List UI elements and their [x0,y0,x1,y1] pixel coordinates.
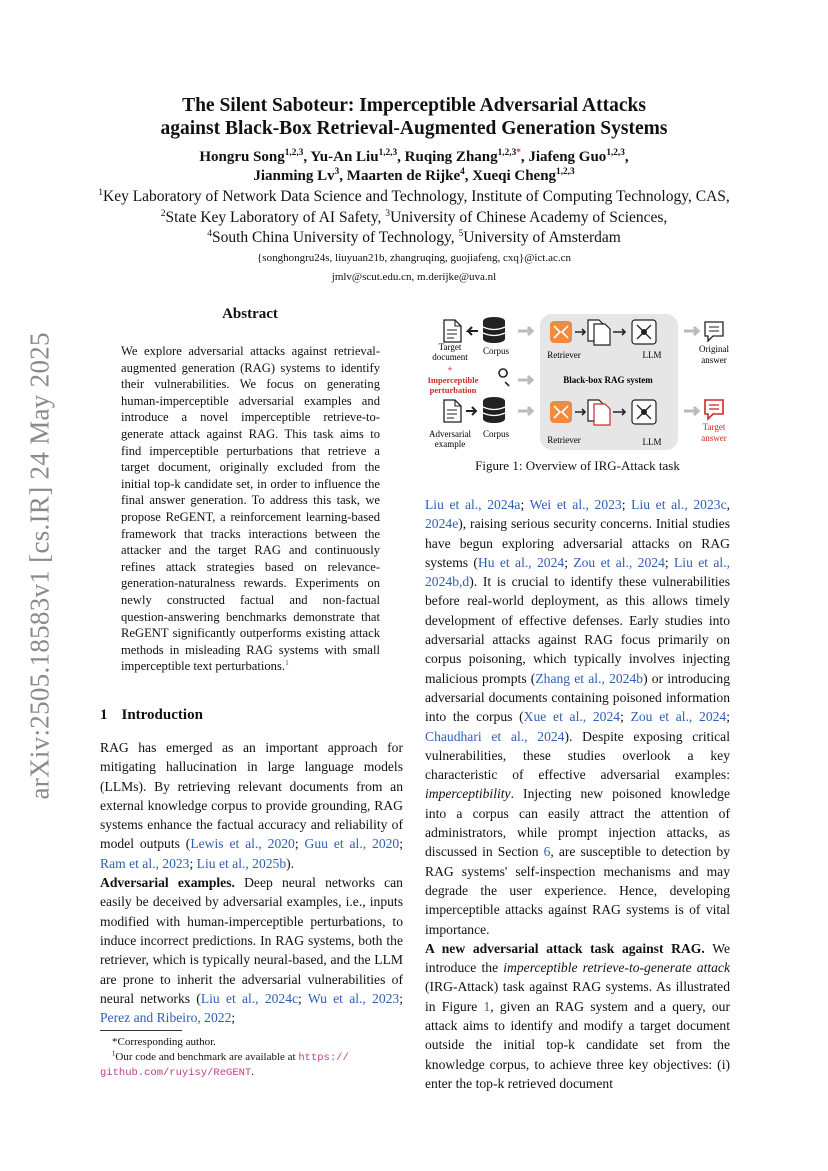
figure-ref-link[interactable]: 1 [483,998,491,1014]
footnote-code: $^1$Our code and benchmark are available at https:// [112,1049,349,1064]
author-emails [60,249,768,287]
arrow-right-icon [684,407,698,415]
email-line-2: jmlv@scut.edu.cn, m.derijke@uva.nl [331,271,497,283]
affiliation-line-2: $^2$State Key Laboratory of AI Safety, $^3$University of Chinese Academy of Sciences, [160,207,668,226]
original-answer-icon [705,322,723,341]
affiliation-line-3: $^4$South China University of Technology, $^5$University of Amsterdam [207,227,621,246]
label-plus: + [447,364,453,374]
footnotes: *Corresponding author. $^1$Our code and benchmark are available at https:// github.com/ruyisy/ReGENT. [100,1035,405,1081]
affiliations [40,187,788,249]
label-adversarial-example: example [434,439,466,449]
intro-paragraph-2: Adversarial examples. Deep neural networks can easily be deceived by adversarial examples, i.e., inputs modified with human-imperceptible perturbations, to induce incorrect predictions. In RAG systems, both the retriever, which is typically neural-based, and the LLM are prone to inherit the adversarial vulnerabilities of neural networks (Liu et al., 2024c; Wu et al., 2023; Perez and Ribeiro, 2022; [100,875,404,1026]
figure-1 [420,308,738,460]
intro-paragraph-3: A new adversarial attack task against RAG. We introduce the imperceptible retrieve-to-generate attack (IRG-Attack) task against RAG systems. As illustrated in Figure 1, given an RAG system and a query, our attack aims to identify and modify a target document outside the initial top-k candidate set from the knowledge corpus, to achieve three key objectives: (i) enter the top-k retrieved document [425,940,730,1091]
arrow-right-icon [466,407,476,415]
label-target-answer: Target [702,422,726,432]
search-icon [499,369,509,386]
arrow-right-icon [518,407,532,415]
citation-link[interactable]: Guu et al., 2020 [304,836,400,852]
label-corpus: Corpus [482,346,510,356]
citation-link[interactable]: Liu et al., 2024b,d [425,554,730,590]
corresponding-star: * [516,148,521,158]
citation-link[interactable]: Wu et al., 2023 [307,990,400,1006]
label-perturbation: perturbation [429,385,477,395]
label-target-document: document [432,352,468,362]
label-original-answer: Original [699,344,729,354]
citation-link[interactable]: Chaudhari et al., 2024 [425,728,565,744]
author: Hongru Song$^{1,2,3}$, [199,148,311,165]
footnote-mark[interactable]: 1 [285,658,289,668]
author: Jianming Lv$^3$, [253,167,347,184]
title-line-1: The Silent Saboteur: Imperceptible Adversarial Attacks [182,95,646,116]
label-retriever: Retriever [547,435,581,445]
abstract-heading: Abstract [222,306,278,322]
abstract-text: We explore adversarial attacks against retrieval-augmented generation (RAG) systems to identify their vulnerabilities. We focus on generating human-imperceptible adversarial examples and introduce a novel imperceptible retrieve-to-generate attack against RAG. This task aims to find imperceptible perturbations that retrieve a target document, originally excluded from the initial top-k candidate set, in order to influence the final answer generation. To address this task, we propose ReGENT, a reinforcement learning-based framework that tracks interactions between the attacker and the target RAG and continuously refines attack strategies based on relevance-generation-naturalness rewards. Experiments on newly constructed factual and non-factual question-answering benchmarks demonstrate that ReGENT significantly outperforms existing attack methods in misleading RAG systems with small imperceptible text perturbations. [121,344,380,674]
author: Xueqi Cheng$^{1,2,3}$ [472,167,575,184]
arrow-right-icon [518,376,532,384]
citation-link[interactable]: Perez and Ribeiro, 2022 [100,1010,232,1026]
code-url-link[interactable]: https:// [298,1051,349,1064]
label-llm: LLM [642,350,662,360]
paragraph-lead: A new adversarial attack task against RAG. [425,940,705,956]
section-number: 1 [100,707,108,723]
label-target-document: Target [438,342,462,352]
author-line-1 [60,148,768,167]
arrow-left-icon [468,327,478,335]
paper-title [100,94,728,140]
target-document-icon [444,320,461,342]
figure-caption [425,458,730,474]
label-llm: LLM [642,437,662,447]
label-target-answer: answer [701,433,727,443]
caption-label: Figure 1: [475,458,523,473]
author: Jiafeng Guo$^{1,2,3}$, [528,148,629,165]
author-line-2 [60,167,768,186]
citation-link[interactable]: Liu et al., 2025b [196,855,287,871]
author: Maarten de Rijke$^4$, [346,167,473,184]
citation-link[interactable]: Zou et al., 2024 [630,709,727,725]
right-column [425,495,730,1093]
intro-paragraph-1: RAG has emerged as an important approach for mitigating hallucination in large language models (LLMs). By retrieving relevant documents from an external knowledge corpus to provide grounding, RAG systems enhance the factual accuracy and reliability of model outputs (Lewis et al., 2020; Guu et al., 2020; Ram et al., 2023; Liu et al., 2025b). [100,740,403,871]
section-title: Introduction [121,707,203,723]
arxiv-stamp: arXiv:2505.18583v1 [cs.IR] 24 May 2025 [24,332,55,800]
affiliation-line-1: $^1$Key Laboratory of Network Data Science and Technology, Institute of Computing Technology, CAS, [98,186,730,205]
citation-link[interactable]: Liu et al., 2024c [200,990,299,1006]
label-adversarial-example: Adversarial [429,429,471,439]
irg-attack-diagram [420,308,738,460]
section-ref-link[interactable]: 6 [543,844,551,860]
llm-icon [632,320,656,344]
retriever-icon [550,321,572,343]
left-column [100,738,403,1027]
citation-link[interactable]: 2024e [425,516,459,532]
author: Ruqing Zhang$^{1,2,3*}$, [404,148,529,165]
citation-link[interactable]: Xue et al., 2024 [523,709,621,725]
author-list [60,148,768,186]
label-retriever: Retriever [547,350,581,360]
citation-link[interactable]: Wei et al., 2023 [529,497,622,512]
author: Yu-An Liu$^{1,2,3}$, [310,148,405,165]
adversarial-example-icon [444,400,461,422]
footnote-corresponding: *Corresponding author. [112,1036,216,1048]
corpus-database-icon [483,317,505,343]
citation-link[interactable]: Hu et al., 2024 [477,554,565,570]
retriever-icon [550,401,572,423]
section-heading [100,707,203,724]
corpus-database-icon [483,397,505,423]
caption-text: Overview of IRG-Attack task [522,458,680,473]
footnote-rule [100,1030,182,1031]
citation-link[interactable]: Zhang et al., 2024b [535,670,644,686]
title-line-2: against Black-Box Retrieval-Augmented Generation Systems [160,118,668,139]
citation-link[interactable]: Liu et al., 2024a [425,497,521,512]
target-answer-icon [705,400,723,419]
abstract-body [121,343,380,675]
intro-paragraph-2-cont: Liu et al., 2024a; Wei et al., 2023; Liu et al., 2023c, 2024e), raising serious security concerns. Initial studies have begun exploring adversarial attacks on RAG systems (Hu et al., 2024; Zou et al., 2024; Liu et al., 2024b,d). It is crucial to identify these vulnerabilities before real-world deployment, as this allows timely development of effective defenses. Early studies into adversarial attacks against RAG focus primarily on corpus poisoning, which typically involves injecting malicious prompts (Zhang et al., 2024b) or introducing adversarial documents containing poisoned information into the corpus (Xue et al., 2024; Zou et al., 2024; Chaudhari et al., 2024). Despite exposing critical vulnerabilities, these studies overlook a key characteristic of effective adversarial examples: imperceptibility. Injecting new poisoned knowledge into a corpus can easily attract the attention of administrators, while prompt injection attacks, as discussed in Section 6, are susceptible to detection by RAG systems' self-inspection mechanisms and may degrade the user experience. Hence, developing imperceptible attacks against RAG systems is of vital importance. [425,497,731,937]
label-black-box-rag: Black-box RAG system [563,375,653,385]
arrow-right-icon [518,327,532,335]
email-line-1: {songhongru24s, liuyuan21b, zhangruqing, guojiafeng, cxq}@ict.ac.cn [257,252,571,264]
label-imperceptible: Imperceptible [427,375,479,385]
citation-link[interactable]: Ram et al., 2023 [100,855,190,871]
citation-link[interactable]: Liu et al., 2023c [631,497,727,512]
label-original-answer: answer [701,355,727,365]
arrow-right-icon [684,327,698,335]
label-corpus: Corpus [482,429,510,439]
llm-icon [632,400,656,424]
paragraph-lead: Adversarial examples. [100,875,235,891]
citation-link[interactable]: Zou et al., 2024 [573,554,665,570]
code-url-link[interactable]: github.com/ruyisy/ReGENT [100,1067,252,1079]
citation-link[interactable]: Lewis et al., 2020 [190,836,295,852]
